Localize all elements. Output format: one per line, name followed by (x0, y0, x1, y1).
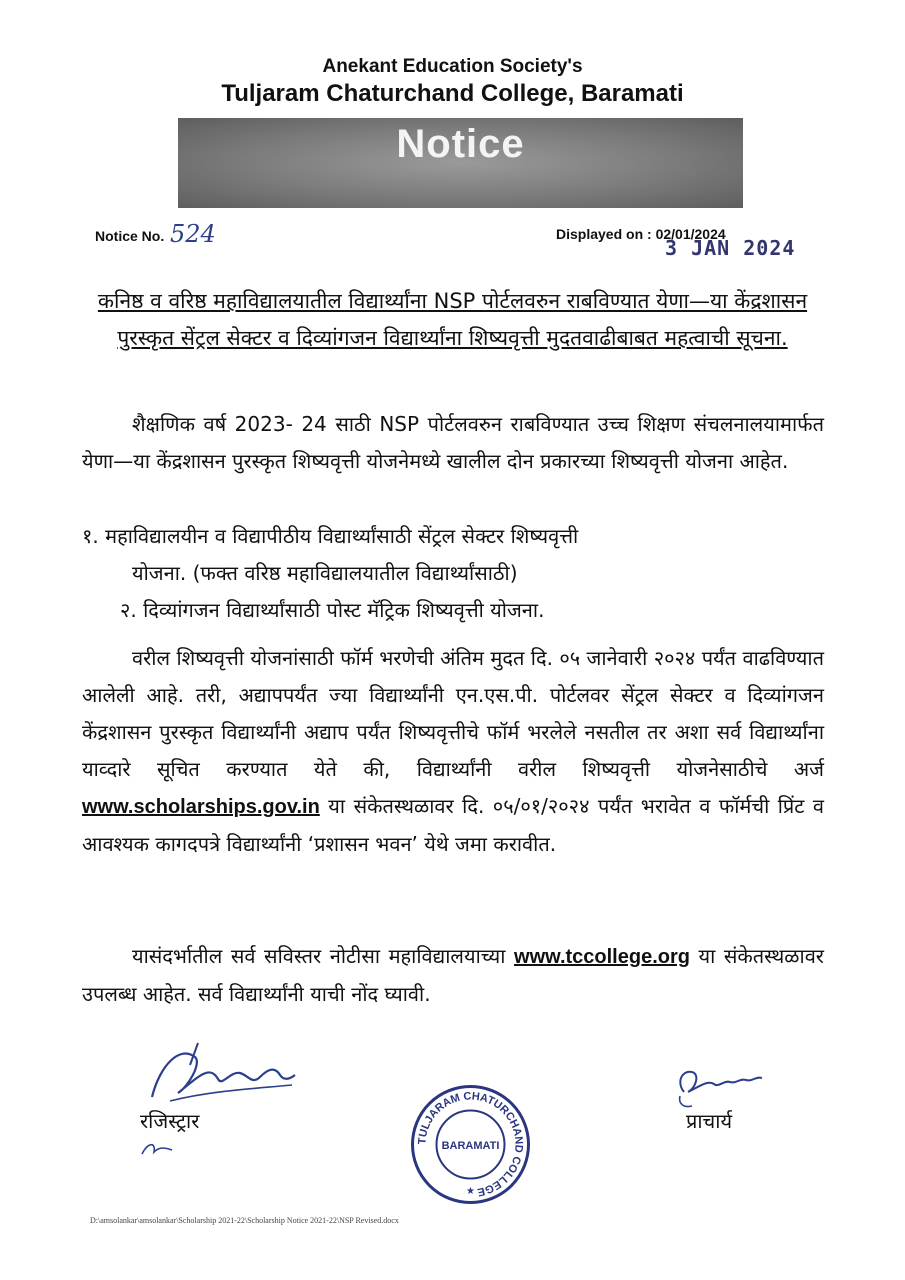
principal-signature (670, 1062, 780, 1112)
paragraph-website-text-2: या संकेतस्थळावर उपलब्ध आहेत. सर्व विद्यार्थ्यांनी याची नोंद घ्यावी. (82, 944, 824, 1006)
scholarships-link[interactable]: www.scholarships.gov.in (82, 796, 320, 818)
notice-number-handwritten: 524 (170, 220, 216, 248)
notice-number-label: Notice No. (95, 228, 165, 244)
seal-center-text: BARAMATI (441, 1140, 500, 1152)
paragraph-website-text-1: यासंदर्भातील सर्व सविस्तर नोटीसा महाविद्यालयाच्या (132, 944, 515, 968)
college-seal (408, 1082, 533, 1207)
paragraph-intro: शैक्षणिक वर्ष 2023- 24 साठी NSP पोर्टलवरुन राबविण्यात उच्च शिक्षण संचलनालयामार्फत येणा—या केंद्रशासन पुरस्कृत शिष्यवृत्ती योजनेमध्ये खालील दोन प्रकारच्या शिष्यवृत्ती योजना आहेत. (82, 412, 824, 473)
registrar-label: रजिस्ट्रार (140, 1109, 200, 1133)
registrar-signature (140, 1035, 310, 1115)
paragraph-deadline-text-2: या संकेतस्थळावर दि. ०५/०१/२०२४ पर्यंत भरावेत व फॉर्मची प्रिंट व आवश्यक कागदपत्रे विद्यार्थ्यांनी ‘प्रशासन भवन’ येथे जमा करावीत. (82, 794, 824, 856)
list-item-1: १. महाविद्यालयीन व विद्यापीठीय विद्यार्थ्यांसाठी सेंट्रल सेक्टर शिष्यवृत्ती (82, 524, 579, 548)
seal-star-icon: ★ (466, 1186, 475, 1197)
notice-subject-text: कनिष्ठ व वरिष्ठ महाविद्यालयातील विद्यार्थ्यांना NSP पोर्टलवरुन राबविण्यात येणा—या केंद्रशासन पुरस्कृत सेंट्रल सेक्टर व दिव्यांगजन विद्यार्थ्यांना शिष्यवृत्ती मुदतवाढीबाबत महत्वाची सूचना. (97, 289, 808, 350)
file-path-footer: D:\amsolankar\amsolankar\Scholarship 2021-22\Scholarship Notice 2021-22\NSP Revised.docx (90, 1216, 399, 1225)
principal-label: प्राचार्य (686, 1109, 733, 1133)
college-website-link[interactable]: www.tccollege.org (514, 946, 690, 968)
society-name: Anekant Education Society's (322, 56, 583, 77)
notice-banner (178, 118, 743, 208)
seal-ring-text: TULJARAM CHATURCHAND COLLEGE (416, 1090, 525, 1198)
paragraph-website (82, 938, 824, 1013)
list-item-2: २. दिव्यांगजन विद्यार्थ्यांसाठी पोस्ट मॅट्रिक शिष्यवृत्ती योजना. (120, 598, 545, 622)
college-name: Tuljaram Chaturchand College, Baramati (221, 80, 684, 107)
registrar-initials (138, 1138, 178, 1162)
paragraph-deadline (82, 640, 824, 863)
paragraph-deadline-text-1: वरील शिष्यवृत्ती योजनांसाठी फॉर्म भरणेची अंतिम मुदत दि. ०५ जानेवारी २०२४ पर्यंत वाढविण्यात आलेली आहे. तरी, अद्यापपर्यंत ज्या विद्यार्थ्यांनी एन.एस.पी. पोर्टलवर सेंट्रल सेक्टर व दिव्यांगजन केंद्रशासन पुरस्कृत विद्यार्थ्यांनी अद्याप पर्यंत शिष्यवृत्तीचे फॉर्म भरलेले नसतील तर अशा सर्व विद्यार्थ्यांना याव्दारे सूचित करण्यात येते की, विद्यार्थ्यांनी वरील शिष्यवृत्ती योजनेसाठीचे अर्ज (82, 646, 824, 781)
notice-subject (70, 283, 835, 357)
date-stamp: 3 JAN 2024 (665, 236, 796, 260)
displayed-on-date: Displayed on : 02/01/2024 (556, 226, 726, 242)
list-item-1-continued: योजना. (फक्त वरिष्ठ महाविद्यालयातील विद्यार्थ्यांसाठी) (132, 561, 518, 585)
notice-banner-title: Notice (396, 122, 525, 166)
